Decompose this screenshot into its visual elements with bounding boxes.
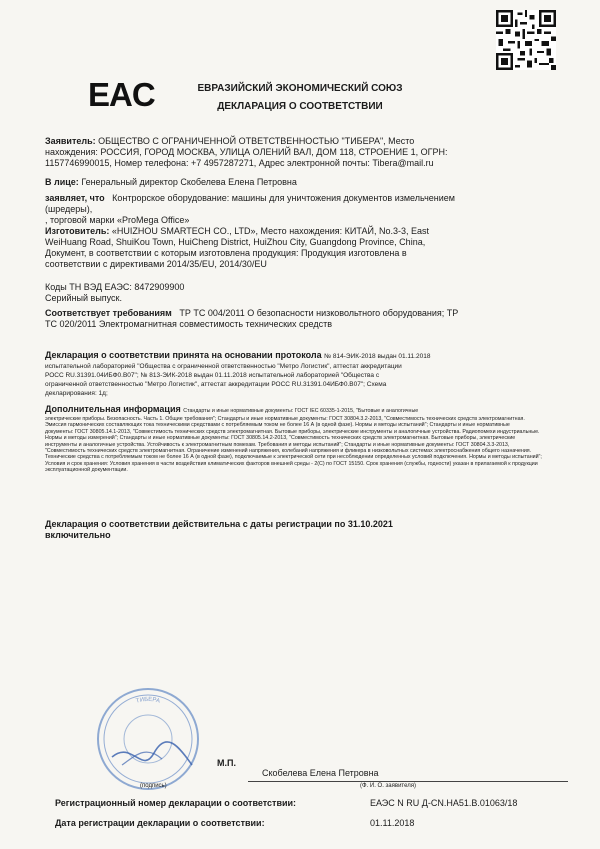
codes-section: [45, 282, 565, 304]
document-title: ДЕКЛАРАЦИЯ О СООТВЕТСТВИИ: [217, 101, 383, 112]
stamp-text: ТИБЕРА: [135, 696, 161, 705]
name-caption: (Ф. И. О. заявителя): [360, 783, 416, 789]
signer-name: Скобелева Елена Петровна: [262, 768, 379, 778]
basis-line-5: декларирования: 1д;: [45, 390, 108, 397]
requirements-label: Соответствует требованиям: [45, 308, 172, 318]
declares-section: [45, 193, 565, 226]
additional-line-2: электрические приборы. Безопасность. Часть 1. Общие требования"; Стандарты и иные нормативные документы: ГОСТ 30804.3.2-2013, "Совместимость технических средств электромагнитная.: [45, 416, 525, 422]
declares-line-1: Контрорское оборудование: машины для уничтожения документов измельчением: [112, 193, 455, 203]
applicant-section: [45, 136, 565, 169]
basis-line-2: испытательной лабораторией "Общества с ограниченной ответственностью "Метро Логистик", аттестат аккредитации: [45, 363, 402, 370]
additional-line-10: эксплуатационной документации.: [45, 467, 128, 474]
applicant-line-1: ОБЩЕСТВО С ОГРАНИЧЕННОЙ ОТВЕТСТВЕННОСТЬЮ "ТИБЕРА", Место: [98, 136, 415, 146]
svg-text:ТИБЕРА: [135, 697, 160, 705]
validity-line-2: включительно: [45, 530, 111, 540]
mp-mark: М.П.: [217, 758, 236, 768]
additional-line-7: "Совместимость технических средств электромагнитная. Ограничение изменений напряжения, колебаний напряжения и фликера в низковольтных системах электроснабжения общего назначения.: [45, 448, 532, 455]
registration-number-value: ЕАЭС N RU Д-CN.НА51.В.01063/18: [370, 798, 518, 808]
validity-line-1: Декларация о соответствии действительна с даты регистрации по 31.10.2021: [45, 519, 393, 529]
requirements-section: [45, 308, 565, 330]
signature-caption: (подпись): [140, 783, 167, 789]
basis-label: Декларация о соответствии принята на основании протокола: [45, 350, 322, 360]
declares-label: заявляет, что: [45, 193, 105, 203]
manufacturer-line-2: WeiHuang Road, ShuiKou Town, HuiCheng District, HuiZhou City, Guangdong Province, China,: [45, 237, 426, 247]
basis-section: [45, 350, 565, 398]
registration-date-label: Дата регистрации декларации о соответствии:: [55, 818, 265, 828]
requirements-line-1: ТР ТС 004/2011 О безопасности низковольтного оборудования; ТР: [179, 308, 459, 318]
registration-date-value: 01.11.2018: [370, 818, 415, 828]
basis-line-1: № 814-ЭИК-2018 выдан 01.11.2018: [324, 353, 431, 360]
additional-line-3: Эмиссия гармонических составляющих тока техническими средствами с потребляемым током не более 16 А (в одной фазе). Нормы и методы испытаний"; Стандарты и иные нормативные: [45, 422, 510, 429]
person-section: [45, 177, 565, 188]
additional-section: [45, 416, 570, 474]
additional-line-4: документы: ГОСТ 30805.14.1-2013, "Совместимость технических средств электромагнитная. Бытовые приборы, электрические инструменты и аналогичные устройства. Радиопомехи индустриальные.: [45, 428, 540, 435]
basis-line-4: ограниченной ответственностью "Метро Логистик", аттестат аккредитации РОСС RU.31391.04ИБФ0.В07"; Схема: [45, 381, 387, 388]
applicant-label: Заявитель:: [45, 136, 96, 146]
applicant-line-3: 1157746990015, Номер телефона: +7 4957287271, Адрес электронной почты: Tibera@mail.ru: [45, 158, 434, 168]
person-label: В лице:: [45, 177, 79, 187]
applicant-line-2: нахождения: РОССИЯ, ГОРОД МОСКВА, УЛИЦА ОЛЕНИЙ ВАЛ, ДОМ 118, СТРОЕНИЕ 1, ОГРН:: [45, 147, 448, 157]
manufacturer-section: [45, 226, 565, 270]
manufacturer-line-1: «HUIZHOU SMARTECH CO., LTD», Место нахождения: КИТАЙ, No.3-3, East: [111, 226, 430, 236]
additional-line-5: Нормы и методы измерений"; Стандарты и иные нормативные документы: ГОСТ 30805.14.2-2013, "Совместимость технических средств электромагнитная. Бытовые приборы, электрические: [45, 435, 516, 442]
additional-line-9: Условия и срок хранения: Условия хранения в части воздействия климатических факторов внешней среды - 2(С) по ГОСТ 15150. Срок хранения (службы, годности) указан в прилагаемой к продукции: [45, 460, 538, 467]
codes-line-1: Коды ТН ВЭД ЕАЭС: 8472909900: [45, 282, 185, 292]
additional-label: Дополнительная информация: [45, 404, 181, 414]
additional-line-1: Стандарты и иные нормативные документы: ГОСТ IEC 60335-1-2015, "Бытовые и аналогичные: [183, 408, 419, 414]
basis-line-3: РОСС RU.31391.04ИБФ0.В07"; № 813-ЭИК-2018 выдан 01.11.2018 испытательной лабораторией "Общества с: [45, 372, 380, 379]
declares-line-3: , торговой марки «ProMega Office»: [45, 215, 190, 225]
manufacturer-line-4: соответствии с директивами 2014/35/EU, 2014/30/EU: [45, 259, 267, 269]
union-title: ЕВРАЗИЙСКИЙ ЭКОНОМИЧЕСКИЙ СОЮЗ: [197, 83, 403, 94]
validity-section: [45, 519, 565, 541]
manufacturer-label: Изготовитель:: [45, 226, 110, 236]
additional-line-6: инструменты и аналогичные устройства. Устойчивость к электромагнитным помехам. Требования и методы испытаний"; Стандарты и иные нормативные документы: ГОСТ 30804.3.3-2013,: [45, 441, 510, 448]
registration-number-label: Регистрационный номер декларации о соответствии:: [55, 798, 297, 808]
person-value: Генеральный директор Скобелева Елена Петровна: [81, 177, 297, 187]
eac-logo: EAC: [88, 76, 155, 113]
additional-line-8: Технические средства с потребляемым током не более 16 А (в одной фазе), подключаемые к электрической сети при несоблюдении определенных условий подключения. Нормы и методы испытаний";: [45, 454, 542, 461]
declares-line-2: (шредеры),: [45, 204, 93, 214]
manufacturer-line-3: Документ, в соответствии с которым изготовлена продукция: Продукция изготовлена в: [45, 248, 407, 258]
signature-line: [248, 781, 568, 782]
round-seal-icon: [92, 685, 204, 793]
requirements-line-2: ТС 020/2011 Электромагнитная совместимость технических средств: [45, 319, 332, 329]
qr-code-icon: [496, 10, 556, 70]
codes-line-2: Серийный выпуск.: [45, 293, 122, 303]
